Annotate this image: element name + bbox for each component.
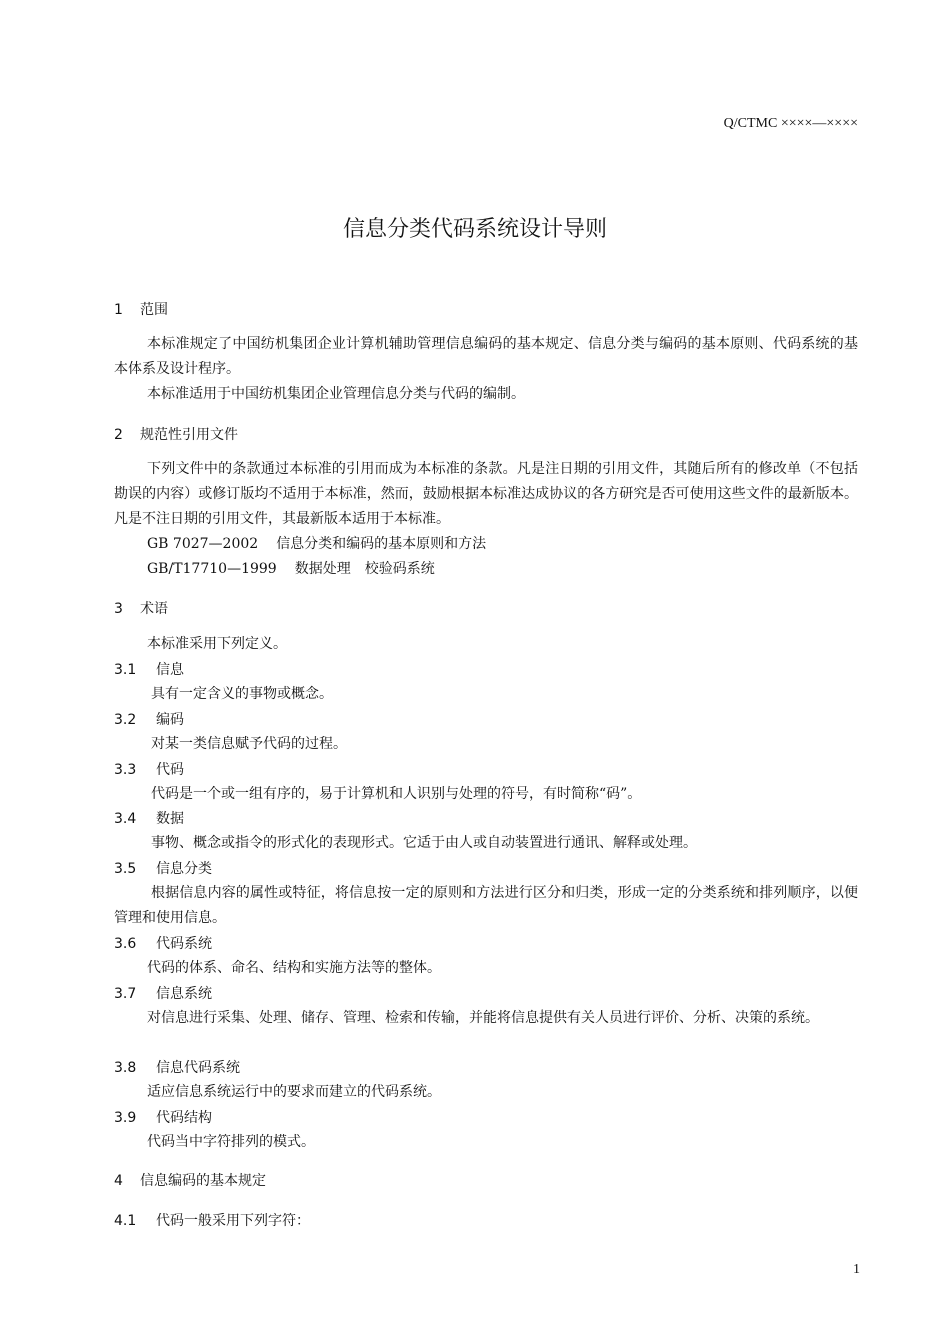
section-number: 1 <box>114 302 123 318</box>
term-definition-3-7: 对信息进行采集、处理、储存、管理、检索和传输，并能将信息提供有关人员进行评价、分析、决策的系统。 <box>147 1010 819 1026</box>
term-heading-3-8: 3.8 信息代码系统 <box>114 1060 240 1076</box>
page-number: 1 <box>853 1262 860 1277</box>
standard-code: Q/CTMC ××××—×××× <box>723 116 858 131</box>
term-definition-3-4: 事物、概念或指令的形式化的表现形式。它适于由人或自动装置进行通讯、解释或处理。 <box>151 835 697 851</box>
term-heading-3-1: 3.1 信息 <box>114 662 184 678</box>
term-definition-3-1: 具有一定含义的事物或概念。 <box>151 686 333 702</box>
term-heading-3-4: 3.4 数据 <box>114 811 184 827</box>
term-definition-3-5: 根据信息内容的属性或特征，将信息按一定的原则和方法进行区分和归类，形成一定的分类系统和排列顺序，以便管理和使用信息。 <box>114 885 858 926</box>
section-title: 范围 <box>140 302 168 318</box>
section-title: 信息编码的基本规定 <box>140 1173 266 1189</box>
section-title: 规范性引用文件 <box>140 427 238 443</box>
term-heading-3-6: 3.6 代码系统 <box>114 936 212 952</box>
section-1-paragraph-2: 本标准适用于中国纺机集团企业管理信息分类与代码的编制。 <box>147 386 525 402</box>
reference-item <box>147 558 435 578</box>
term-heading-3-3: 3.3 代码 <box>114 762 184 778</box>
section-1-heading <box>114 299 168 319</box>
term-definition-3-9: 代码当中字符排列的模式。 <box>147 1134 315 1150</box>
term-heading-3-9: 3.9 代码结构 <box>114 1110 212 1126</box>
section-2-paragraph-1: 下列文件中的条款通过本标准的引用而成为本标准的条款。凡是注日期的引用文件，其随后所有的修改单（不包括勘误的内容）或修订版均不适用于本标准，然而，鼓励根据本标准达成协议的各方研究是否可使用这些文件的最新版本。凡是不注日期的引用文件，其最新版本适用于本标准。 <box>114 461 858 527</box>
term-heading-3-5: 3.5 信息分类 <box>114 861 212 877</box>
term-heading-3-2: 3.2 编码 <box>114 712 184 728</box>
section-number: 4 <box>114 1173 123 1189</box>
term-heading-3-7: 3.7 信息系统 <box>114 986 212 1002</box>
section-title: 术语 <box>140 601 168 617</box>
term-definition-3-8: 适应信息系统运行中的要求而建立的代码系统。 <box>147 1084 441 1100</box>
section-4-heading <box>114 1170 266 1190</box>
reference-code: GB 7027—2002 <box>147 536 259 552</box>
section-number: 3 <box>114 601 123 617</box>
section-number: 2 <box>114 427 123 443</box>
term-definition-3-6: 代码的体系、命名、结构和实施方法等的整体。 <box>147 960 441 976</box>
section-2-heading <box>114 424 238 444</box>
section-3-heading <box>114 598 168 618</box>
reference-item <box>147 533 486 553</box>
document-title: 信息分类代码系统设计导则 <box>342 217 607 242</box>
section-1-paragraph-1: 本标准规定了中国纺机集团企业计算机辅助管理信息编码的基本规定、信息分类与编码的基本原则、代码系统的基本体系及设计程序。 <box>114 336 858 377</box>
term-definition-3-3: 代码是一个或一组有序的，易于计算机和人识别与处理的符号，有时简称“码”。 <box>151 786 642 802</box>
section-3-intro: 本标准采用下列定义。 <box>147 636 287 652</box>
subsection-4-1: 4.1 代码一般采用下列字符： <box>114 1213 310 1229</box>
term-definition-3-2: 对某一类信息赋予代码的过程。 <box>151 736 347 752</box>
reference-title: 信息分类和编码的基本原则和方法 <box>276 536 487 552</box>
reference-title: 数据处理 校验码系统 <box>294 561 435 577</box>
reference-code: GB/T17710—1999 <box>147 561 277 577</box>
